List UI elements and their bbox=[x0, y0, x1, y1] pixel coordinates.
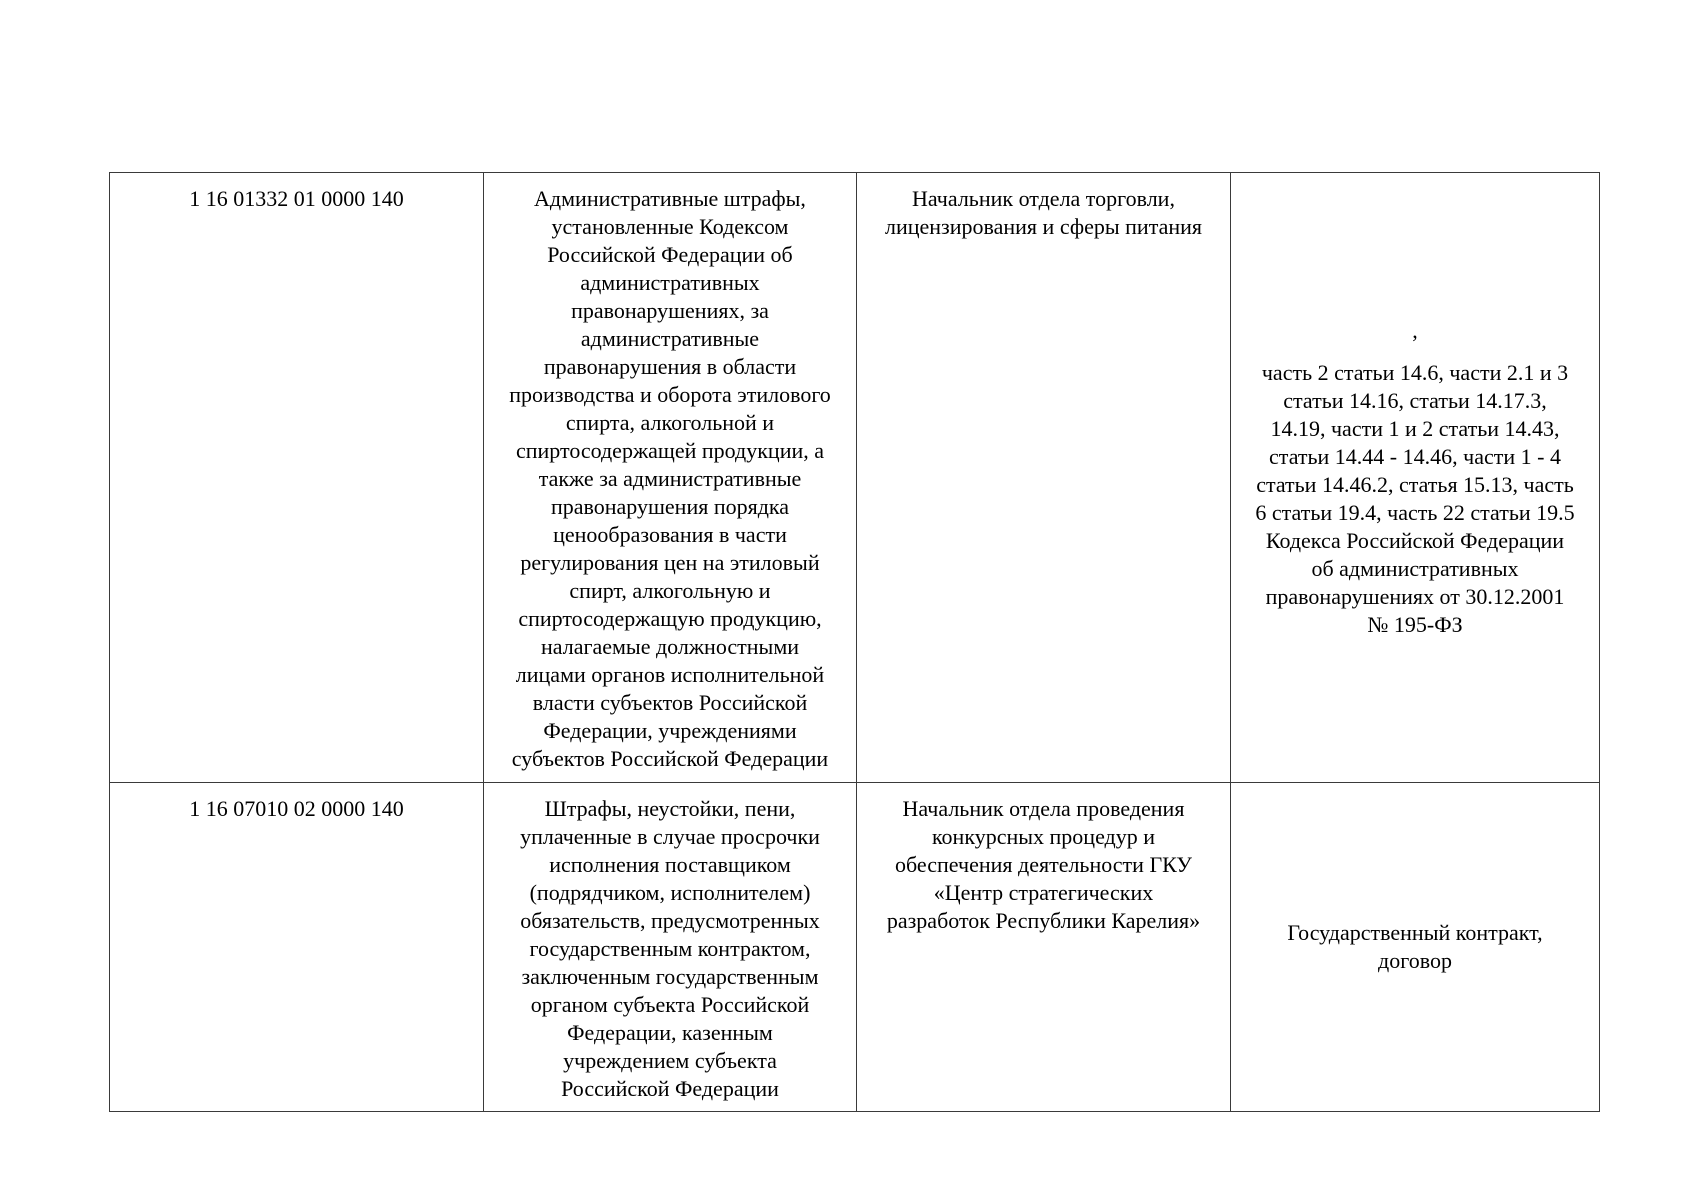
description-line: также за административные bbox=[538, 466, 802, 491]
responsible-line: Начальник отдела торговли, bbox=[912, 186, 1175, 211]
description-line: исполнения поставщиком bbox=[549, 852, 791, 877]
legal-basis-line: № 195-ФЗ bbox=[1367, 611, 1463, 637]
description-line: (подрядчиком, исполнителем) bbox=[529, 880, 811, 905]
description-line: обязательств, предусмотренных bbox=[520, 908, 820, 933]
revenue-code-cell bbox=[110, 783, 484, 1112]
basis-prefix-mark: , bbox=[1412, 317, 1418, 343]
table-row bbox=[110, 783, 1600, 1112]
description-line: учреждением субъекта bbox=[563, 1048, 777, 1073]
responsible-line: лицензирования и сферы питания bbox=[884, 214, 1203, 239]
description-line: регулирования цен на этиловый bbox=[520, 550, 820, 575]
responsible-line: обеспечения деятельности ГКУ bbox=[895, 852, 1192, 877]
responsible-line: «Центр стратегических bbox=[933, 880, 1154, 905]
responsible-line: разработок Республики Карелия» bbox=[886, 908, 1201, 933]
description-line: уплаченные в случае просрочки bbox=[520, 824, 820, 849]
revenue-codes-table bbox=[109, 172, 1600, 1112]
description-line: Российской Федерации bbox=[561, 1076, 779, 1101]
description-line: спиртосодержащую продукцию, bbox=[518, 606, 822, 631]
description-line: Российской Федерации об bbox=[547, 242, 793, 267]
legal-basis-cell bbox=[1231, 783, 1600, 1112]
legal-basis-line: Государственный контракт, bbox=[1287, 920, 1543, 945]
legal-basis-line: 6 статьи 19.4, часть 22 статьи 19.5 bbox=[1255, 499, 1575, 525]
description-line: правонарушениях, за bbox=[571, 298, 769, 323]
table-row bbox=[110, 173, 1600, 783]
description-line: субъектов Российской Федерации bbox=[511, 746, 829, 771]
responsible-cell bbox=[857, 173, 1231, 783]
description-line: налагаемые должностными bbox=[540, 634, 800, 659]
description-line: государственным контрактом, bbox=[529, 936, 811, 961]
revenue-code: 1 16 07010 02 0000 140 bbox=[189, 796, 404, 821]
description-line: органом субъекта Российской bbox=[530, 992, 810, 1017]
revenue-code-cell bbox=[110, 173, 484, 783]
responsible-line: Начальник отдела проведения bbox=[902, 796, 1185, 821]
description-line: спирта, алкогольной и bbox=[565, 410, 775, 435]
description-line: административных bbox=[580, 270, 760, 295]
legal-basis-line: часть 2 статьи 14.6, части 2.1 и 3 bbox=[1261, 359, 1569, 385]
description-line: заключенным государственным bbox=[521, 964, 819, 989]
description-line: производства и оборота этилового bbox=[509, 382, 831, 407]
legal-basis-line: правонарушениях от 30.12.2001 bbox=[1265, 583, 1565, 609]
description-line: лицами органов исполнительной bbox=[515, 662, 825, 687]
revenue-code: 1 16 01332 01 0000 140 bbox=[189, 186, 404, 211]
legal-basis-line: 14.19, части 1 и 2 статьи 14.43, bbox=[1270, 415, 1560, 441]
description-line: Федерации, казенным bbox=[567, 1020, 773, 1045]
description-line: Штрафы, неустойки, пени, bbox=[544, 796, 796, 821]
description-line: Административные штрафы, bbox=[534, 186, 806, 211]
legal-basis-line: об административных bbox=[1311, 555, 1519, 581]
legal-basis-line: статьи 14.46.2, статья 15.13, часть bbox=[1256, 471, 1574, 497]
responsible-line: конкурсных процедур и bbox=[931, 824, 1156, 849]
spacer bbox=[1237, 345, 1593, 359]
legal-basis-line: статьи 14.44 - 14.46, части 1 - 4 bbox=[1269, 443, 1561, 469]
description-cell bbox=[484, 173, 857, 783]
description-line: ценообразования в части bbox=[553, 522, 787, 547]
description-line: правонарушения порядка bbox=[550, 494, 790, 519]
description-line: правонарушения в области bbox=[543, 354, 797, 379]
description-line: спирт, алкогольную и bbox=[569, 578, 771, 603]
legal-basis-line: Кодекса Российской Федерации bbox=[1265, 527, 1565, 553]
legal-basis-line: статьи 14.16, статьи 14.17.3, bbox=[1283, 387, 1547, 413]
legal-basis-cell bbox=[1231, 173, 1600, 783]
description-cell bbox=[484, 783, 857, 1112]
description-line: административные bbox=[580, 326, 760, 351]
description-line: Федерации, учреждениями bbox=[543, 718, 797, 743]
responsible-cell bbox=[857, 783, 1231, 1112]
description-line: власти субъектов Российской bbox=[532, 690, 808, 715]
legal-basis-line: договор bbox=[1378, 948, 1452, 973]
description-line: спиртосодержащей продукции, а bbox=[515, 438, 825, 463]
description-line: установленные Кодексом bbox=[551, 214, 789, 239]
